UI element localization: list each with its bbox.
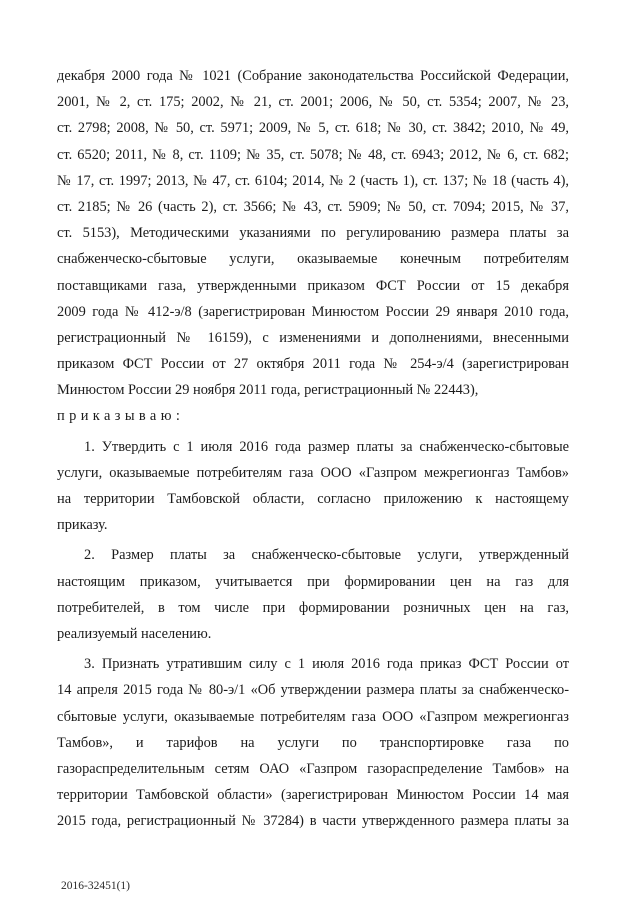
paragraph-1-line: на территории Тамбовской области, согласно приложению к настоящему bbox=[57, 491, 569, 507]
body-line: декабря 2000 года № 1021 (Собрание законодательства Российской Федерации, bbox=[57, 68, 569, 84]
body-line: 2009 года № 412-э/8 (зарегистрирован Минюстом России 29 января 2010 года, bbox=[57, 303, 569, 320]
paragraph-3-line: 3. Признать утратившим силу с 1 июля 2016 года приказ ФСТ России от bbox=[84, 656, 569, 673]
document-body bbox=[57, 63, 569, 834]
body-line: ст. 2185; № 26 (часть 2), ст. 3566; № 43, ст. 5909; № 50, ст. 7094; 2015, № 37, bbox=[57, 198, 569, 215]
body-line: ст. 6520; 2011, № 8, ст. 1109; № 35, ст. 5078; № 48, ст. 6943; 2012, № 6, ст. 682; bbox=[57, 146, 569, 163]
body-line: 2001, № 2, ст. 175; 2002, № 21, ст. 2001; 2006, № 50, ст. 5354; 2007, № 23, bbox=[57, 94, 569, 111]
body-line: ст. 2798; 2008, № 50, ст. 5971; 2009, № 5, ст. 618; № 30, ст. 3842; 2010, № 49, bbox=[57, 120, 569, 137]
paragraph-2-line: 2. Размер платы за снабженческо-сбытовые услуги, утвержденный bbox=[84, 547, 569, 564]
body-line: Минюстом России 29 ноября 2011 года, регистрационный № 22443), bbox=[57, 382, 479, 399]
paragraph-2-line: реализуемый населению. bbox=[57, 625, 212, 642]
paragraph-1-line: 1. Утвердить с 1 июля 2016 года размер платы за снабженческо-сбытовые bbox=[84, 438, 569, 455]
body-line: поставщиками газа, утвержденными приказом ФСТ России от 15 декабря bbox=[57, 277, 569, 294]
paragraph-2-line: потребителей, в том числе при формировании розничных цен на газ, bbox=[57, 599, 569, 616]
paragraph-3-line: сбытовые услуги, оказываемые потребителям газа ООО «Газпром межрегионгаз bbox=[57, 708, 569, 725]
body-line: регистрационный № 16159), с изменениями и дополнениями, внесенными bbox=[57, 329, 569, 346]
body-line: № 17, ст. 1997; 2013, № 47, ст. 6104; 2014, № 2 (часть 1), ст. 137; № 18 (часть 4), bbox=[57, 172, 569, 189]
body-line: приказом ФСТ России от 27 октября 2011 года № 254-э/4 (зарегистрирован bbox=[57, 356, 569, 373]
body-line: снабженческо-сбытовые услуги, оказываемые конечным потребителям bbox=[57, 251, 569, 268]
order-word: приказываю: bbox=[57, 408, 185, 425]
paragraph-3-line: Тамбов», и тарифов на услуги по транспортировке газа по bbox=[57, 734, 569, 751]
paragraph-3-line: 2015 года, регистрационный № 37284) в части утвержденного размера платы за bbox=[57, 813, 569, 830]
paragraph-3-line: 14 апреля 2015 года № 80-э/1 «Об утверждении размера платы за снабженческо- bbox=[57, 682, 569, 699]
paragraph-3-line: территории Тамбовской области» (зарегистрирован Минюстом России 14 мая bbox=[57, 787, 569, 804]
paragraph-3-line: газораспределительным сетям ОАО «Газпром газораспределение Тамбов» на bbox=[57, 760, 569, 777]
paragraph-1-line: услуги, оказываемые потребителям газа ООО «Газпром межрегионгаз Тамбов» bbox=[57, 464, 569, 481]
body-line: ст. 5153), Методическими указаниями по регулированию размера платы за bbox=[57, 225, 569, 242]
document-registration-code: 2016-32451(1) bbox=[61, 880, 130, 892]
paragraph-1-line: приказу. bbox=[57, 517, 108, 534]
paragraph-2-line: настоящим приказом, учитывается при формировании цен на газ для bbox=[57, 573, 569, 590]
